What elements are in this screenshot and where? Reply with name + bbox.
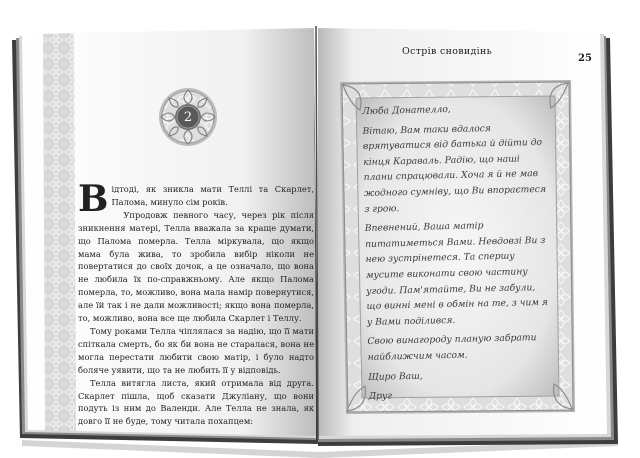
letter-paragraph: Впевнений, Ваша матір питатиметься Вами. Невдовзі Ви з нею зустрінетеся. Та спершу мусите виконати свою частину угоди. Пам'ятайте, Ви не забули, що винні мені в обмін на те, з чим я у Вами поділився.: [364, 220, 549, 328]
running-head: Острів сновидінь: [402, 46, 493, 57]
letter-signature: Друг: [368, 390, 393, 403]
chapter-number: 2: [183, 110, 193, 125]
paragraph: ідтоді, як зникла мати Теллі та Скарлет, Палома, минуло сім років.: [111, 184, 314, 207]
page-number: 25: [578, 53, 592, 64]
letter-closing: Щиро Ваш,: [368, 370, 423, 383]
letter-paragraph: Свою винагороду планую забрати найближчим часом.: [367, 332, 537, 363]
paragraph: Тому роками Телла чіплялася за надію, що її мати спіткала смерть, бо як би вона не старалася, вона не могла перестати любити свою матір, і було надто боляче уявити, що та не любить її у відповідь.: [78, 325, 314, 375]
letter-greeting: Люба Донателло,: [362, 103, 451, 117]
chapter-body-text: [78, 178, 314, 428]
paragraph: Телла витягла листа, який отримала від друга. Скарлет пішла, щоб сказати Джуліану, що вони подуть із ним до Валенди. Але Телла не знала, як довго її не буде, тому читала похапцем:: [78, 377, 314, 427]
letter-paragraph: Вітаю, Вам таки вдалося врятуватися від батька й дійти до кінця Караваль. Радію, що наші плани спрацювали. Хоча я й не мав жодного сумніву, що Ви впораєтеся з грою.: [362, 122, 547, 215]
handwritten-letter: [362, 100, 554, 409]
paragraph: Упродовж певного часу, через рік після зникнення матері, Телла вважала за краще думати, що Палома померла. Телла міркувала, що якщо мама була жива, то зробила вибір ніколи не повертатися до своїх дочок, а це означало, що вона не любила їх по-справжньому. Але якщо Палома померла, то, можливо, вона мала намір повернутися, але їй так і не дали можливості; якщо вона померла, то, можливо, вона все ще любила Скарлет і Теллу.: [78, 209, 314, 324]
drop-cap: В: [78, 178, 109, 220]
ornament-border-strip: [43, 33, 76, 431]
